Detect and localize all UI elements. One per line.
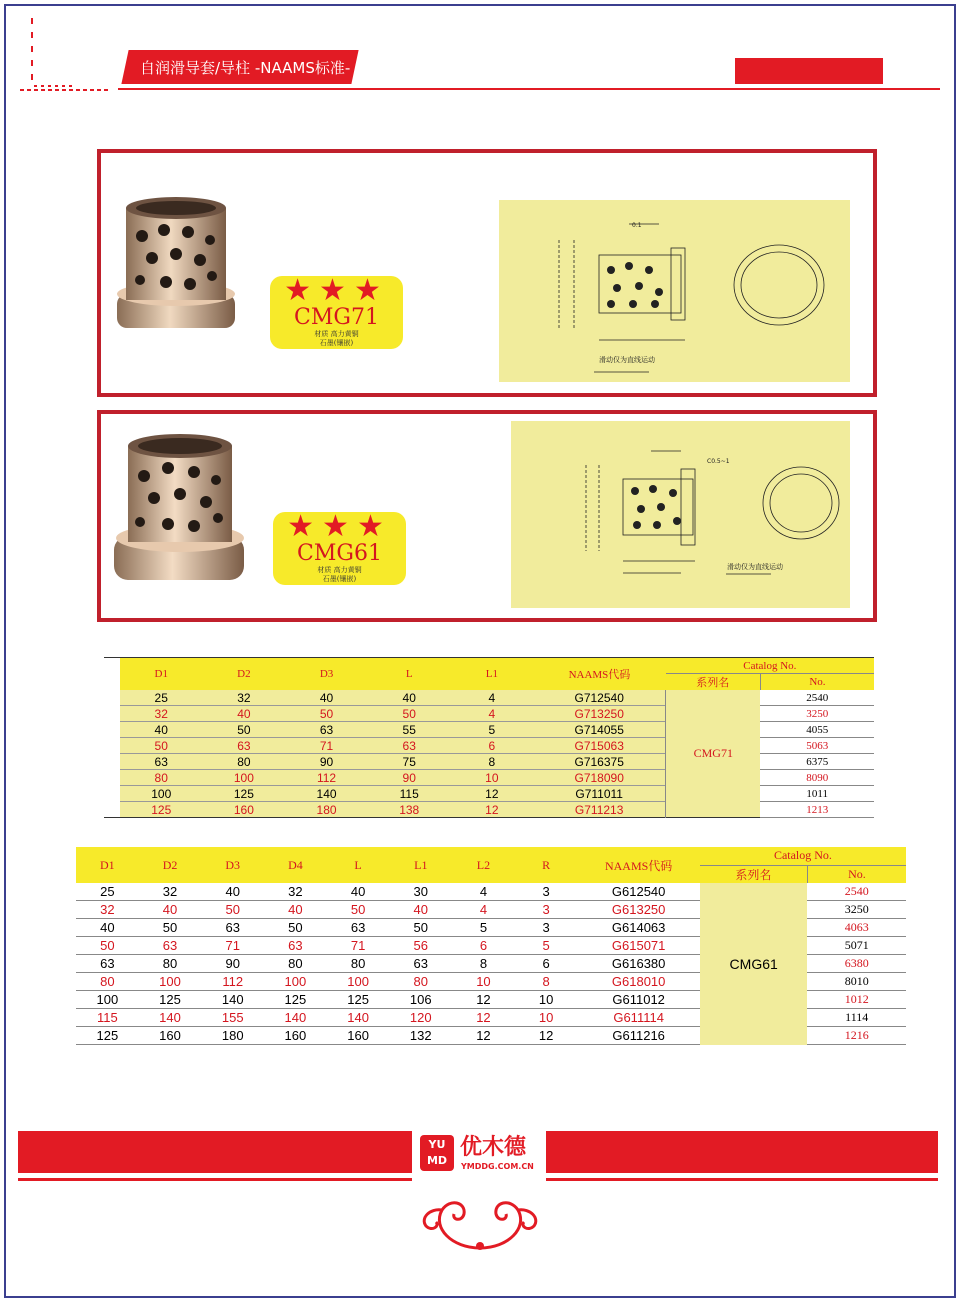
table-cell: 40 (264, 901, 327, 919)
table-cell: 30 (389, 883, 452, 901)
col-header: L (327, 847, 390, 883)
catalog-no-cell: 2540 (807, 883, 906, 901)
table-cell: 10 (515, 991, 578, 1009)
table-cell: 40 (368, 690, 451, 706)
table-cell: 50 (201, 901, 264, 919)
header-rule (118, 88, 940, 90)
catalog-no-cell: 1114 (807, 1009, 906, 1027)
col-header: NAAMS代码 (577, 847, 699, 883)
diagram-note-cmg71: 滑动仅为直线运动 (599, 356, 655, 364)
material-line2: 石墨(镶嵌) (322, 575, 357, 583)
table-cell: 12 (452, 1009, 515, 1027)
table-cell: 125 (76, 1027, 139, 1045)
table-cell: 12 (452, 1027, 515, 1045)
table-cell: 80 (120, 770, 203, 786)
material-line2: 石墨(镶嵌) (319, 339, 354, 347)
table-cell: 155 (201, 1009, 264, 1027)
table-cell: 63 (120, 754, 203, 770)
table-cell: 56 (389, 937, 452, 955)
table-cell: 106 (389, 991, 452, 1009)
product-code: CMG61 (297, 541, 382, 566)
catalog-no-cell: 6380 (807, 955, 906, 973)
col-header: D2 (139, 847, 202, 883)
table-cell: 40 (201, 883, 264, 901)
catalog-no-cell: 4055 (760, 722, 874, 738)
col-header: D1 (76, 847, 139, 883)
footer-rule-right (546, 1178, 938, 1181)
table-cell: 80 (76, 973, 139, 991)
col-header: NAAMS代码 (533, 658, 666, 691)
table-cell: 125 (120, 802, 203, 818)
table-cell: G716375 (533, 754, 666, 770)
logo-top: YU (428, 1138, 446, 1151)
table-cell: 40 (203, 706, 286, 722)
table-cell: 71 (201, 937, 264, 955)
table-cell: 32 (264, 883, 327, 901)
brand-logo (420, 1135, 454, 1171)
brand-name: 优木德 (460, 1135, 527, 1160)
product-badge-cmg71 (270, 273, 403, 349)
table-cell: 63 (264, 937, 327, 955)
table-cell: 63 (389, 955, 452, 973)
catalog-no-cell: 5063 (760, 738, 874, 754)
table-cell: 40 (389, 901, 452, 919)
table-cell: 25 (76, 883, 139, 901)
table-cell: G715063 (533, 738, 666, 754)
table-cell: 140 (327, 1009, 390, 1027)
table-cell: 10 (515, 1009, 578, 1027)
table-cell: 125 (203, 786, 286, 802)
table-cell: 12 (451, 786, 534, 802)
no-header: No. (760, 674, 874, 691)
table-cell: 160 (139, 1027, 202, 1045)
footer-bar-left (18, 1131, 412, 1173)
table-cell: 71 (285, 738, 368, 754)
catalog-no-cell: 6375 (760, 754, 874, 770)
logo-bottom: MD (426, 1154, 448, 1167)
table-cell: 40 (139, 901, 202, 919)
table-cell: 80 (139, 955, 202, 973)
catalog-no-cell: 5071 (807, 937, 906, 955)
table-cell: G712540 (533, 690, 666, 706)
table-cell: 100 (327, 973, 390, 991)
col-header: L1 (451, 658, 534, 691)
table-cell: 50 (264, 919, 327, 937)
table-cell: 180 (285, 802, 368, 818)
table-cell: 80 (203, 754, 286, 770)
table-cell: 90 (201, 955, 264, 973)
table-cell: 40 (327, 883, 390, 901)
product-code: CMG71 (294, 305, 379, 330)
table-cell: 63 (76, 955, 139, 973)
catalog-no-cell: 2540 (760, 690, 874, 706)
catalog-no-cell: 8010 (807, 973, 906, 991)
col-header: L1 (389, 847, 452, 883)
table-cell: 63 (201, 919, 264, 937)
table-cell: 50 (327, 901, 390, 919)
page-title: 自润滑导套/导柱 -NAAMS标准- (140, 59, 351, 77)
table-cell: 8 (451, 754, 534, 770)
table-cell: 140 (201, 991, 264, 1009)
table-cell: G611012 (577, 991, 699, 1009)
table-cell: 8 (515, 973, 578, 991)
table-cell: 3 (515, 901, 578, 919)
table-cell: 40 (76, 919, 139, 937)
table-cell: 10 (452, 973, 515, 991)
table-cell: 63 (327, 919, 390, 937)
table-cell: 6 (452, 937, 515, 955)
table-cell: 50 (120, 738, 203, 754)
table-cell: 180 (201, 1027, 264, 1045)
footer-rule-left (18, 1178, 412, 1181)
col-header: D2 (203, 658, 286, 691)
catalog-no-cell: 3250 (760, 706, 874, 722)
table-cell: 90 (368, 770, 451, 786)
table-cell: 32 (139, 883, 202, 901)
table-cell: 63 (139, 937, 202, 955)
diagram-tolerance: 0.1 (632, 222, 642, 229)
bushing-photo-cmg61 (110, 432, 250, 592)
table-cell: 50 (139, 919, 202, 937)
table-cell: 3 (515, 883, 578, 901)
series-header: 系列名 (666, 674, 761, 691)
table-cell: G612540 (577, 883, 699, 901)
col-header: D3 (285, 658, 368, 691)
table-cell: 32 (203, 690, 286, 706)
table-body (104, 690, 874, 819)
table-cell: 115 (76, 1009, 139, 1027)
table-row (104, 690, 874, 706)
table-cell: 40 (120, 722, 203, 738)
table-cell: 12 (515, 1027, 578, 1045)
table-cell: 50 (368, 706, 451, 722)
series-header: 系列名 (700, 865, 808, 883)
spec-table-cmg61 (76, 847, 906, 1045)
catalog-no-cell: 4063 (807, 919, 906, 937)
table-cell: 75 (368, 754, 451, 770)
col-header: R (515, 847, 578, 883)
table-cell: 120 (389, 1009, 452, 1027)
spec-table-cmg71 (104, 657, 874, 819)
table-cell: 100 (120, 786, 203, 802)
table-cell: 112 (285, 770, 368, 786)
table-cell: 63 (368, 738, 451, 754)
table-cell: 5 (451, 722, 534, 738)
table-cell: G711011 (533, 786, 666, 802)
footer-bar-right (546, 1131, 938, 1173)
material-line1: 材质 高力黄铜 (314, 330, 359, 338)
table-cell: G713250 (533, 706, 666, 722)
table-cell: 100 (264, 973, 327, 991)
table-cell: 100 (203, 770, 286, 786)
technical-drawing-cmg71 (499, 200, 850, 382)
col-header: D1 (120, 658, 203, 691)
table-cell: 80 (327, 955, 390, 973)
catalog-no-cell: 3250 (807, 901, 906, 919)
table-cell: 12 (451, 802, 534, 818)
table-cell: 4 (452, 883, 515, 901)
brand-url: YMDDG.COM.CN (461, 1162, 534, 1171)
table-cell: 140 (139, 1009, 202, 1027)
table-cell: 90 (285, 754, 368, 770)
table-cell: 100 (139, 973, 202, 991)
bushing-photo-cmg71 (112, 196, 242, 346)
table-cell: 32 (76, 901, 139, 919)
table-cell: 40 (285, 690, 368, 706)
table-cell: 160 (203, 802, 286, 818)
table-cell: 125 (327, 991, 390, 1009)
table-cell: 25 (120, 690, 203, 706)
table-cell: 80 (264, 955, 327, 973)
technical-drawing-cmg61 (511, 421, 850, 608)
table-cell: 50 (203, 722, 286, 738)
table-cell: 125 (139, 991, 202, 1009)
table-cell: 125 (264, 991, 327, 1009)
table-cell: 100 (76, 991, 139, 1009)
table-cell: 138 (368, 802, 451, 818)
table-cell: 71 (327, 937, 390, 955)
catalog-no-cell: 1011 (760, 786, 874, 802)
table-cell: 12 (452, 991, 515, 1009)
table-cell: 3 (515, 919, 578, 937)
col-header: L2 (452, 847, 515, 883)
series-cell: CMG61 (700, 883, 808, 1045)
table-cell: 50 (76, 937, 139, 955)
header-red-block (735, 58, 883, 84)
catalog-header: Catalog No. (666, 658, 874, 674)
table-cell: G613250 (577, 901, 699, 919)
table-cell: 10 (451, 770, 534, 786)
table-cell: G615071 (577, 937, 699, 955)
col-header: L (368, 658, 451, 691)
table-cell: 8 (452, 955, 515, 973)
table-cell: 50 (285, 706, 368, 722)
table-cell: G611114 (577, 1009, 699, 1027)
table-cell: 140 (285, 786, 368, 802)
table-cell: 5 (515, 937, 578, 955)
table-cell: 160 (264, 1027, 327, 1045)
table-cell: 140 (264, 1009, 327, 1027)
table-cell: 115 (368, 786, 451, 802)
table-row (76, 883, 906, 901)
catalog-no-cell: 8090 (760, 770, 874, 786)
table-cell: 80 (389, 973, 452, 991)
table-cell: 4 (452, 901, 515, 919)
table-cell: 132 (389, 1027, 452, 1045)
col-header: D3 (201, 847, 264, 883)
series-cell: CMG71 (666, 690, 761, 818)
diagram-note-cmg61: 滑动仅为直线运动 (727, 563, 783, 571)
corner-decoration (14, 18, 114, 98)
material-line1: 材质 高力黄铜 (317, 566, 362, 574)
table-cell: 50 (389, 919, 452, 937)
ornament-icon (412, 1188, 548, 1258)
table-cell: 63 (203, 738, 286, 754)
table-cell: G618010 (577, 973, 699, 991)
table-cell: G616380 (577, 955, 699, 973)
rating-stars-icon: ★★★ (287, 509, 392, 544)
table-body (76, 883, 906, 1045)
table-cell: 112 (201, 973, 264, 991)
no-header: No. (807, 865, 906, 883)
catalog-header: Catalog No. (700, 847, 906, 865)
table-cell: 160 (327, 1027, 390, 1045)
table-cell: 32 (120, 706, 203, 722)
table-cell: 6 (515, 955, 578, 973)
table-cell: G714055 (533, 722, 666, 738)
table-cell: 55 (368, 722, 451, 738)
table-cell: G718090 (533, 770, 666, 786)
catalog-no-cell: 1216 (807, 1027, 906, 1045)
table-cell: 6 (451, 738, 534, 754)
col-header: D4 (264, 847, 327, 883)
table-cell: 4 (451, 690, 534, 706)
table-cell: 4 (451, 706, 534, 722)
catalog-no-cell: 1012 (807, 991, 906, 1009)
catalog-no-cell: 1213 (760, 802, 874, 818)
rating-stars-icon: ★★★ (284, 273, 389, 308)
diagram-chamfer: C0.5~1 (707, 458, 730, 465)
table-cell: G611216 (577, 1027, 699, 1045)
product-badge-cmg61 (273, 509, 406, 585)
table-cell: 5 (452, 919, 515, 937)
table-cell: 63 (285, 722, 368, 738)
table-cell: G711213 (533, 802, 666, 818)
table-cell: G614063 (577, 919, 699, 937)
